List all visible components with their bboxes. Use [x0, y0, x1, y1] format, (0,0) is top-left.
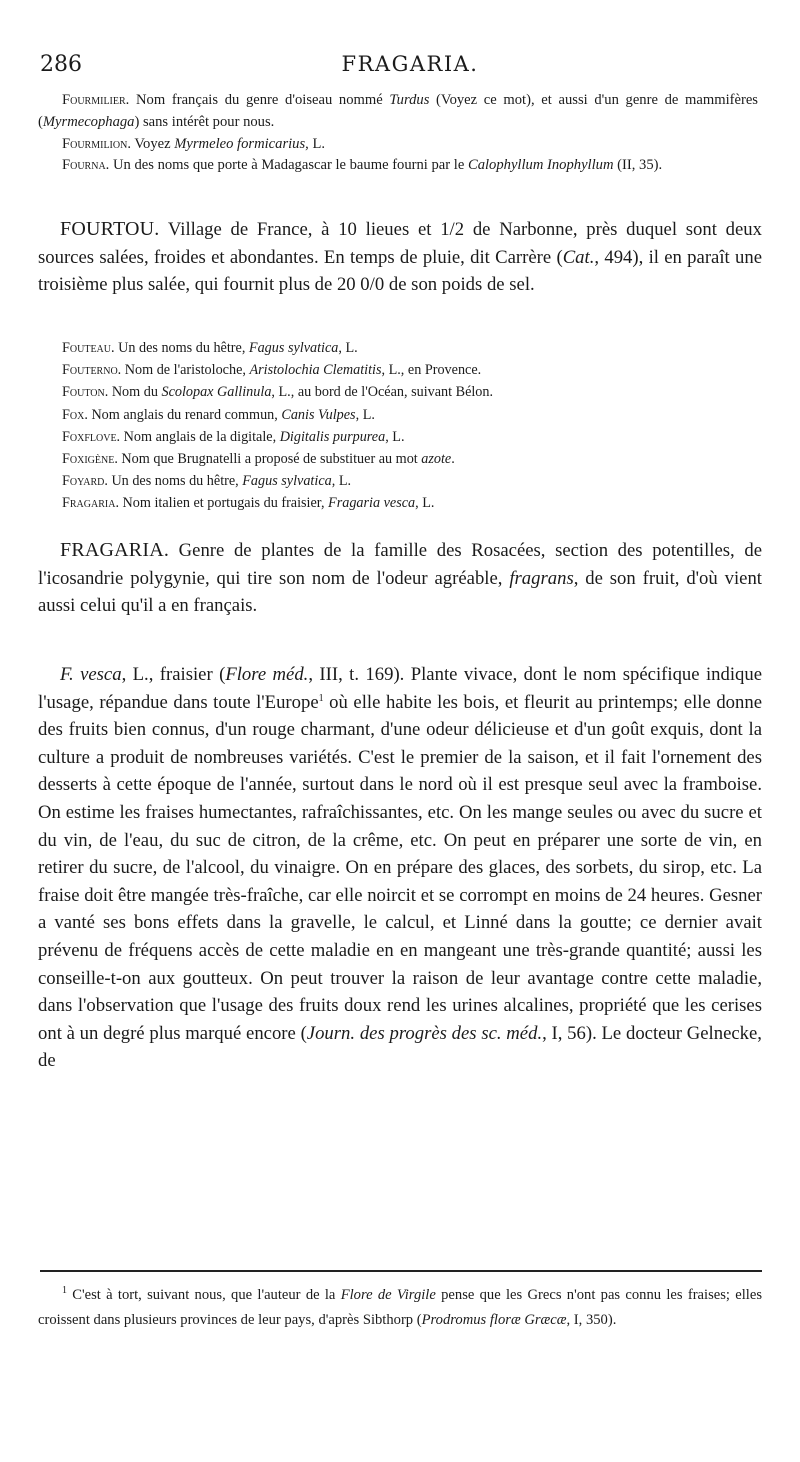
- entry-fox: Fox. Nom anglais du renard commun, Canis Vulpes, L.: [62, 406, 375, 423]
- entry-foyard: Foyard. Un des noms du hêtre, Fagus sylvatica, L.: [62, 473, 352, 490]
- entry-fragaria-small: Fragaria. Nom italien et portugais du fraisier, Fragaria vesca, L.: [62, 495, 435, 512]
- entry-fourmilier: Fourmilier. Nom français du genre d'oiseau nommé Turdus (Voyez ce mot), et aussi d'un genre de mammifères (Myrmecophaga) sans intérêt pour nous.: [38, 92, 758, 130]
- running-head: FRAGARIA.: [341, 52, 479, 76]
- entry-headword: FRAGARIA.: [60, 539, 170, 561]
- footnote: $^1$ C'est à tort, suivant nous, que l'auteur de la Flore de Virgile pense que les Grecs n'ont pas connu les fraises; elles croissent dans plusieurs provinces de leur pays, d'après Sibthorp (Prodromus floræ Græcæ, I, 350).: [38, 1285, 763, 1328]
- entry-foxflove: Foxflove. Nom anglais de la digitale, Digitalis purpurea, L.: [62, 428, 405, 445]
- footnote-ref: 1: [318, 692, 324, 704]
- entry-fourmilion: Fourmilion. Voyez Myrmeleo formicarius, L.: [62, 135, 326, 152]
- page-header: [40, 52, 780, 82]
- entry-fouteau: Fouteau. Un des noms du hêtre, Fagus sylvatica, L.: [62, 340, 358, 356]
- entry-fourtou: FOURTOU. Village de France, à 10 lieues et 1/2 de Narbonne, près duquel sont deux sources salées, froides et abondantes. En temps de pluie, dit Carrère (Cat., 494), il en paraît une troisième plus salée, qui fournit plus de 20 0/0 de son poids de sel.: [38, 218, 762, 296]
- footnote-divider: [40, 1270, 762, 1272]
- small-entries-top: [38, 90, 758, 177]
- entry-fouton: Fouton. Nom du Scolopax Gallinula, L., au bord de l'Océan, suivant Bélon.: [62, 384, 494, 401]
- footnote-marker: 1: [62, 1285, 67, 1297]
- entry-headword: FOURTOU.: [60, 218, 160, 240]
- entry-fouterno: Fouterno. Nom de l'aristoloche, Aristolochia Clematitis, L., en Provence.: [62, 362, 482, 379]
- entry-term: Fourmilier.: [62, 92, 130, 108]
- entry-term: Fourna.: [62, 157, 110, 174]
- entry-f-vesca: F. vesca, L., fraisier (Flore méd., III, t. 169). Plante vivace, dont le nom spécifique indique l'usage, répandue dans toute l'Europe$^1$ où elle habite les bois, et fleurit au printemps; elle donne des fruits bien connus, d'un rouge charmant, d'une odeur délicieuse et d'un goût exquis, dont la culture a produit de nombreuses variétés. C'est le premier de la saison, et il fait l'ornement des desserts à cette époque de l'année, surtout dans le nord où il est presque seul avec la framboise. On estime les fraises humectantes, rafraîchissantes, etc. On les mange seules ou avec du sucre et du vin, de l'eau, du suc de citron, de la crême, etc. On peut en préparer une sorte de vin, en retirer du sucre, de l'alcool, du vinaigre. On en prépare des glaces, des sorbets, du sirop, etc. La fraise doit être mangée très-fraîche, car elle noircit et se corrompt en moins de 24 heures. Gesner a vanté ses bons effets dans la gravelle, le calcul, et Linné dans la goutte; ce dernier avait prévenu de fréquens accès de cette maladie en en mangeant une très-grande quantité; aussi les conseille-t-on aux goutteux. On peut trouver la raison de leur avantage contre cette maladie, dans l'observation que l'usage des fruits doux rend les urines alcalines, propriété que les cerises ont à un degré plus marqué encore (Journ. des progrès des sc. méd., I, 56). Le docteur Gelnecke, de: [38, 664, 762, 1072]
- page-number: 286: [40, 52, 82, 77]
- entry-term: Fourmilion.: [62, 135, 131, 152]
- entry-foxigene: Foxigène. Nom que Brugnatelli a proposé de substituer au mot azote.: [62, 451, 455, 468]
- species-head: F. vesca: [60, 664, 122, 685]
- entry-fragaria: FRAGARIA. Genre de plantes de la famille des Rosacées, section des potentilles, de l'icosandrie polygynie, qui tire son nom de l'odeur agréable, fragrans, de son fruit, d'où vient aussi celui qu'il a en français.: [38, 539, 762, 617]
- entry-fourna: Fourna. Un des noms que porte à Madagascar le baume fourni par le Calophyllum Inophyllum (II, 35).: [62, 157, 663, 174]
- small-entries-middle: [38, 337, 758, 515]
